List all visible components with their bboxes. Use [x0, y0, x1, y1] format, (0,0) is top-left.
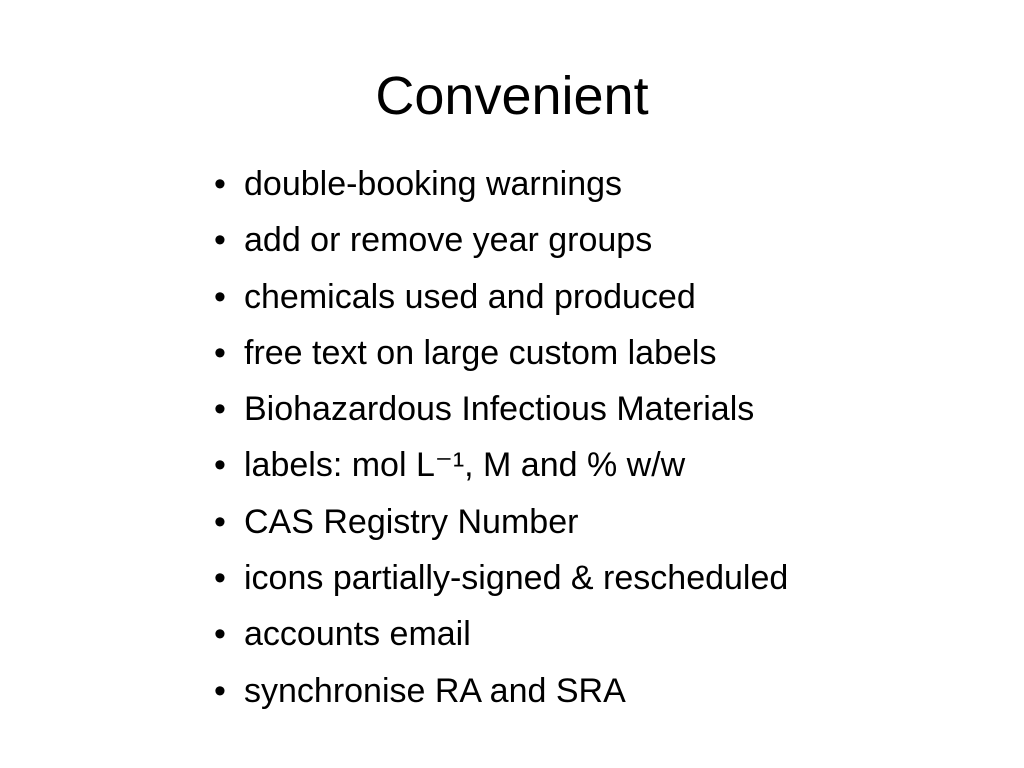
bullet-icon: • [214, 671, 226, 710]
bullet-text: chemicals used and produced [244, 277, 696, 316]
bullet-item [214, 606, 788, 662]
bullet-text: CAS Registry Number [244, 502, 579, 541]
bullet-item [214, 269, 788, 325]
bullet-icon: • [214, 502, 226, 541]
slide-title: Convenient [375, 66, 649, 126]
bullet-item [214, 663, 788, 719]
bullet-text: double-booking warnings [244, 165, 623, 203]
bullet-text: add or remove year groups [244, 221, 653, 260]
bullet-icon: • [214, 559, 226, 598]
bullet-icon: • [214, 221, 226, 260]
bullet-icon: • [214, 390, 226, 429]
bullet-icon: • [214, 277, 226, 316]
bullet-list [214, 156, 788, 719]
bullet-text: labels: mol L⁻¹, M and % w/w [244, 446, 686, 485]
bullet-icon: • [214, 615, 226, 654]
bullet-text: Biohazardous Infectious Materials [244, 390, 755, 429]
bullet-item [214, 437, 788, 493]
bullet-text: synchronise RA and SRA [244, 671, 626, 710]
bullet-icon: • [214, 165, 226, 203]
bullet-item [214, 550, 788, 606]
bullet-icon: • [214, 446, 226, 485]
bullet-text: icons partially-signed & rescheduled [244, 559, 789, 598]
bullet-item [214, 381, 788, 437]
bullet-item [214, 212, 788, 268]
bullet-item [214, 156, 788, 212]
bullet-text: accounts email [244, 615, 471, 654]
bullet-icon: • [214, 333, 226, 372]
bullet-item [214, 494, 788, 550]
bullet-text: free text on large custom labels [244, 333, 717, 372]
bullet-item [214, 325, 788, 381]
